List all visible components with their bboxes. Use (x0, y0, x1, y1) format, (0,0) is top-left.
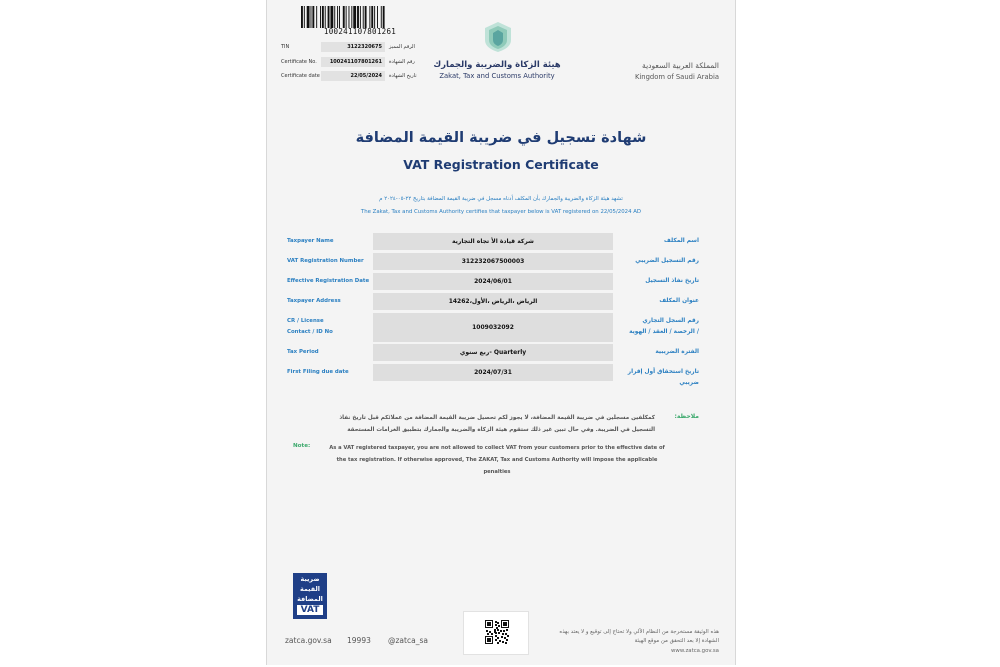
note-label-ar: ملاحظة: (674, 413, 699, 420)
field-label-ar: تاريخ نفاذ التسجيل (645, 278, 699, 284)
meta-row-certificate-date (281, 71, 421, 81)
certifies-statement-ar: تشهد هيئة الزكاة والضريبة والجمارك بأن المكلف أدناه مسجل في ضريبة القيمة المضافة بتاريخ ٢٢-٠٥-٢٠٢٤ م (379, 196, 623, 202)
meta-value: 100241107801261 (321, 57, 385, 67)
field-label-ar: رقم التسجيل الضريبي (635, 258, 699, 264)
field-label-ar: تاريخ استحقاق أول إقرار ضريبي (627, 369, 699, 386)
qr-code-box (463, 611, 529, 655)
authority-name-en: Zakat, Tax and Customs Authority (439, 72, 555, 80)
field-label-ar: عنوان المكلف (659, 298, 699, 304)
field-value: ربع سنوي- Quarterly (373, 344, 613, 361)
field-row-first-filing (267, 364, 735, 386)
qr-code-icon (485, 620, 509, 644)
footer-disclaimer-ar: هذه الوثيقة مستخرجة من النظام الآلي ولا تحتاج إلى توقيع و لا يعتد بهذه الشهادة إلا بعد التحقق من موقع الهيئة (559, 629, 719, 644)
field-label-ar: الفترة الضريبية (655, 349, 699, 355)
vat-logo (293, 573, 327, 619)
kingdom-name-en: Kingdom of Saudi Arabia (634, 73, 719, 81)
page-title-ar: شهادة تسجيل في ضريبة القيمة المضافة (355, 130, 647, 146)
field-row-vat-number (267, 253, 735, 270)
vat-logo-en: VAT (297, 605, 323, 615)
meta-label-en: Certificate date (281, 73, 320, 79)
field-label-en: First Filing due date (287, 369, 349, 375)
field-value: 1009032092 (373, 313, 613, 342)
barcode-number: 100241107801261 (323, 27, 397, 36)
field-label-en: Tax Period (287, 349, 319, 355)
field-row-cr-license (267, 313, 735, 342)
authority-name-ar: هيئة الزكاة والضريبة والجمارك (433, 60, 561, 70)
note-text-en: As a VAT registered taxpayer, you are not allowed to collect VAT from your customers prior to the effective date of the tax registration. If otherwise approved, The ZAKAT, Tax and Customs Authority will impose the applicable penalties (329, 445, 665, 475)
field-value: شركة قيادة الأ تجاه التجارية (373, 233, 613, 250)
field-row-taxpayer-name (267, 233, 735, 250)
meta-label-en: TIN (281, 44, 290, 50)
field-label-en: Effective Registration Date (287, 278, 370, 284)
field-row-address (267, 293, 735, 310)
barcode-image (301, 6, 419, 28)
field-value: الرياض ،الرياض ،الأول،14262 (373, 293, 613, 310)
field-row-effective-date (267, 273, 735, 290)
footer-website[interactable]: zatca.gov.sa (285, 636, 332, 645)
meta-value: 3122320675 (321, 42, 385, 52)
certificate-page (266, 0, 736, 665)
field-label-en: Taxpayer Name (287, 238, 334, 244)
note-label-en: Note: (293, 443, 311, 449)
field-label-en: VAT Registration Number (287, 258, 364, 264)
meta-label-ar: تاريخ الشهادة (389, 73, 417, 79)
note-text-ar: كمكلفين مسجلين في ضريبة القيمة المضافة، لا يجوز لكم تحصيل ضريبة القيمة المضافة من عملائكم قبل تاريخ نفاذ التسجيل في الضريبة. وفي حال تبين غير ذلك ستقوم هيئة الزكاة والضريبة والجمارك بتطبيق الغرامات المستحقة (339, 415, 655, 433)
field-value: 2024/06/01 (373, 273, 613, 290)
vat-logo-line: القيمة (300, 585, 320, 593)
footer-phone[interactable]: 19993 (347, 636, 371, 645)
field-value: 2024/07/31 (373, 364, 613, 381)
field-value: 312232067500003 (373, 253, 613, 270)
meta-row-certificate-no (281, 57, 421, 67)
zatca-logo-icon (481, 20, 515, 54)
meta-value: 22/05/2024 (321, 71, 385, 81)
meta-row-tin (281, 42, 421, 52)
page-title-en: VAT Registration Certificate (403, 157, 599, 172)
certifies-statement-en: The Zakat, Tax and Customs Authority certifies that taxpayer below is VAT registered on 22/05/2024 AD (360, 209, 642, 215)
vat-logo-line: ضريبة (300, 575, 320, 583)
vat-logo-line: المضافة (297, 595, 323, 603)
field-row-tax-period (267, 344, 735, 361)
field-label-ar: رقم السجل التجاري / الرخصة / العقد / الهوية (629, 318, 699, 335)
field-label-en: Taxpayer Address (287, 298, 341, 304)
kingdom-name-ar: المملكة العربية السعودية (642, 61, 719, 70)
footer-url[interactable]: www.zatca.gov.sa (671, 648, 719, 654)
meta-label-ar: رقم الشهادة (389, 59, 415, 65)
meta-label-ar: الرقم المميز (389, 44, 415, 50)
field-label-en: CR / License Contact / ID No (287, 318, 333, 335)
meta-label-en: Certificate No. (281, 59, 317, 65)
field-label-ar: اسم المكلف (664, 238, 699, 244)
footer-handle[interactable]: @zatca_sa (388, 636, 428, 645)
